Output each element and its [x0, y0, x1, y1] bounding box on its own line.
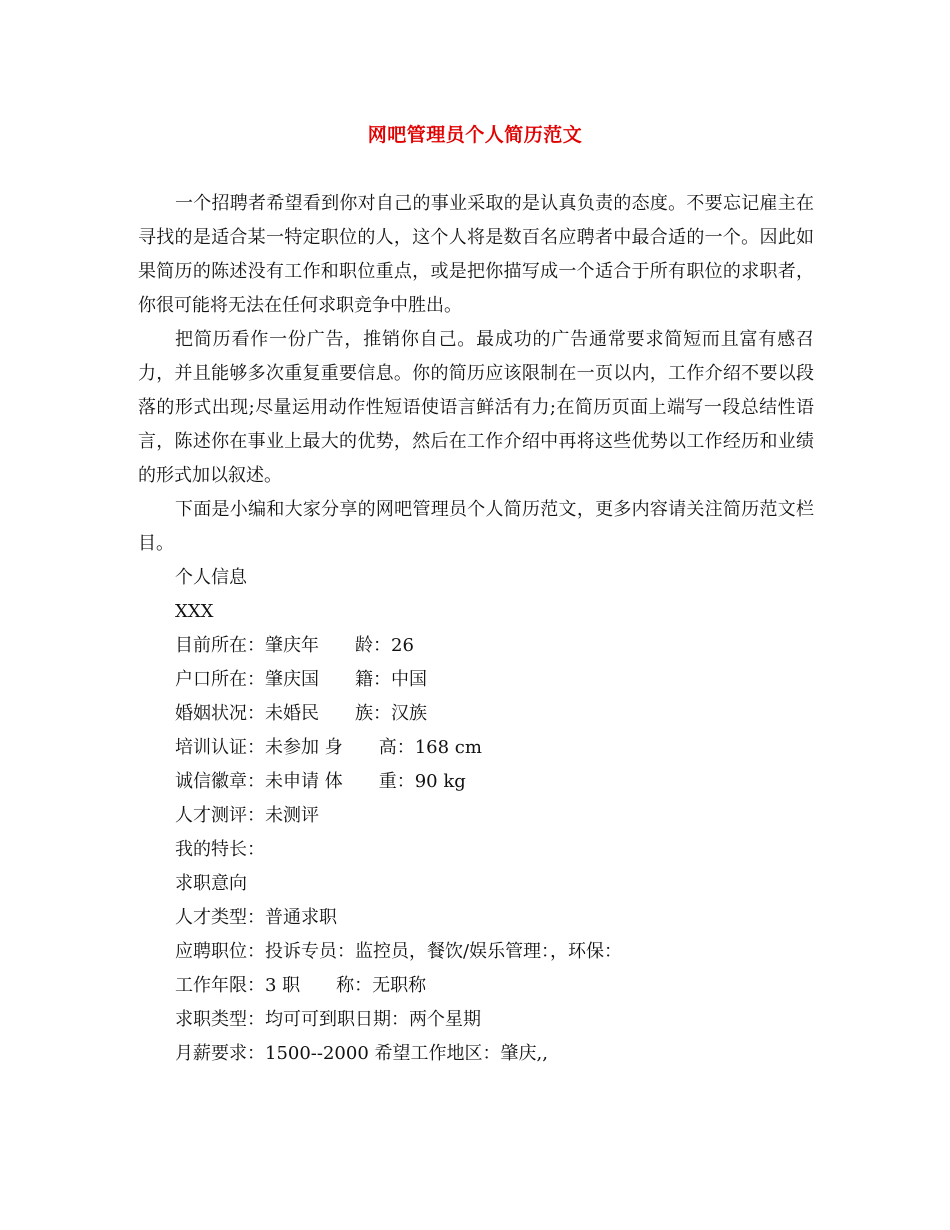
intent-years-title: 工作年限：3 职 称：无职称 [175, 975, 427, 996]
info-location-age: 目前所在：肇庆年 龄：26 [175, 635, 414, 656]
intent-salary-area: 月薪要求：1500--2000 希望工作地区：肇庆,, [175, 1043, 548, 1064]
section-heading-job-intent: 求职意向 [175, 873, 247, 894]
intent-job-type-date: 求职类型：均可可到职日期：两个星期 [175, 1009, 481, 1030]
info-specialty: 我的特长： [175, 839, 265, 860]
intro-paragraph-1: 一个招聘者希望看到你对自己的事业采取的是认真负责的态度。不要忘记雇主在寻找的是适合某一特定职位的人，这个人将是数百名应聘者中最合适的一个。因此如果简历的陈述没有工作和职位重点，或是把你描写成一个适合于所有职位的求职者，你很可能将无法在任何求职竞争中胜出。 [138, 193, 814, 316]
intro-paragraph-3: 下面是小编和大家分享的网吧管理员个人简历范文，更多内容请关注简历范文栏目。 [138, 499, 814, 554]
candidate-name: XXX [175, 601, 214, 622]
info-training-height: 培训认证：未参加 身 高：168 cm [175, 737, 482, 758]
intent-positions: 应聘职位：投诉专员：监控员，餐饮/娱乐管理：，环保： [175, 941, 623, 962]
info-badge-weight: 诚信徽章：未申请 体 重：90 kg [175, 771, 466, 792]
document-body [138, 187, 814, 1071]
section-heading-personal-info: 个人信息 [175, 567, 247, 588]
intro-paragraph-2: 把简历看作一份广告，推销你自己。最成功的广告通常要求简短而且富有感召力，并且能够多次重复重要信息。你的简历应该限制在一页以内，工作介绍不要以段落的形式出现;尽量运用动作性短语使语言鲜活有力;在简历页面上端写一段总结性语言，陈述你在事业上最大的优势，然后在工作介绍中再将这些优势以工作经历和业绩的形式加以叙述。 [138, 329, 814, 486]
info-hukou-nationality: 户口所在：肇庆国 籍：中国 [175, 669, 427, 690]
info-talent-evaluation: 人才测评：未测评 [175, 805, 319, 826]
info-marital-ethnicity: 婚姻状况：未婚民 族：汉族 [175, 703, 427, 724]
document-title: 网吧管理员个人简历范文 [367, 124, 583, 146]
intent-talent-type: 人才类型：普通求职 [175, 907, 337, 928]
